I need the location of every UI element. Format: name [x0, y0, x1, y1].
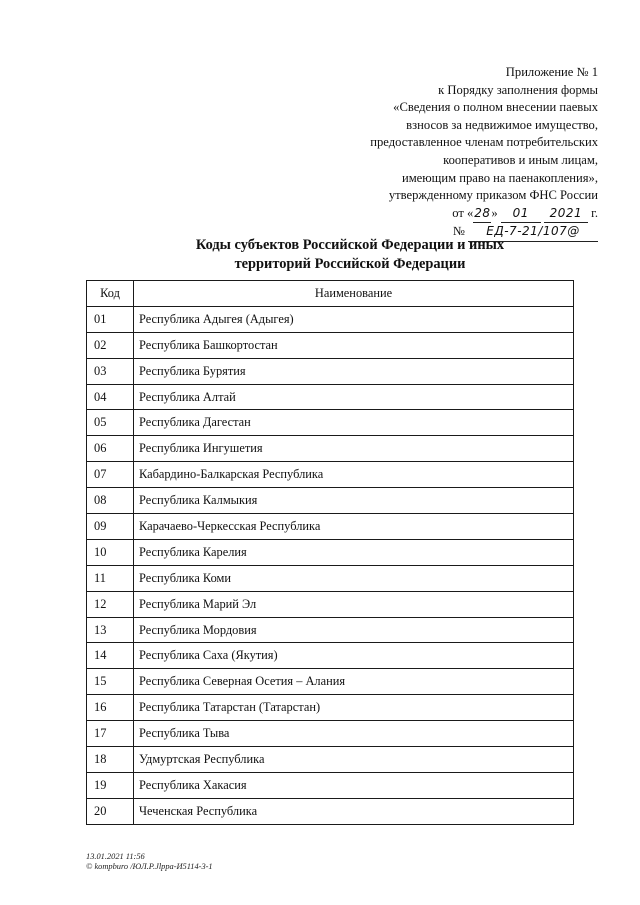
- table-row: [87, 747, 574, 773]
- header-name: Наименование: [134, 281, 574, 307]
- table-row: [87, 695, 574, 721]
- table-row: [87, 488, 574, 514]
- stamp-source: © kompburo /ЮЛ.Р.Jlppa-И5114-3-1: [86, 862, 213, 871]
- order-date-suffix: г.: [591, 205, 598, 220]
- appendix-line: взносов за недвижимое имущество,: [406, 117, 598, 132]
- table-row: [87, 358, 574, 384]
- region-name: Удмуртская Республика: [134, 747, 574, 773]
- order-date-open-quote: «: [467, 205, 474, 220]
- region-name: Республика Марий Эл: [134, 591, 574, 617]
- appendix-line: «Сведения о полном внесении паевых: [393, 100, 598, 115]
- title-line: территорий Российской Федерации: [234, 256, 466, 272]
- header-code: Код: [87, 281, 134, 307]
- region-code: 13: [87, 617, 134, 643]
- region-name: Республика Татарстан (Татарстан): [134, 695, 574, 721]
- order-date-month: 01: [501, 205, 541, 224]
- table-row: [87, 410, 574, 436]
- region-codes-table: [86, 280, 574, 825]
- region-name: Республика Бурятия: [134, 358, 574, 384]
- table-row: [87, 669, 574, 695]
- appendix-line: имеющим право на паенакопления»,: [401, 170, 598, 185]
- region-code: 07: [87, 462, 134, 488]
- region-name: Республика Карелия: [134, 539, 574, 565]
- region-code: 03: [87, 358, 134, 384]
- table-row: [87, 772, 574, 798]
- region-code: 20: [87, 798, 134, 824]
- region-code: 06: [87, 436, 134, 462]
- table-row: [87, 514, 574, 540]
- title-line: Коды субъектов Российской Федерации и иных: [195, 237, 505, 253]
- region-name: Республика Башкортостан: [134, 332, 574, 358]
- table-row: [87, 591, 574, 617]
- appendix-line: к Порядку заполнения формы: [438, 82, 598, 97]
- table-row: [87, 306, 574, 332]
- region-name: Республика Саха (Якутия): [134, 643, 574, 669]
- region-name: Республика Коми: [134, 565, 574, 591]
- region-code: 01: [87, 306, 134, 332]
- table-row: [87, 565, 574, 591]
- region-name: Республика Калмыкия: [134, 488, 574, 514]
- region-name: Карачаево-Черкесская Республика: [134, 514, 574, 540]
- region-code: 04: [87, 384, 134, 410]
- appendix-header: [298, 64, 598, 242]
- region-name: Республика Ингушетия: [134, 436, 574, 462]
- print-stamp: [86, 852, 213, 872]
- order-number-value: ЕД-7-21/107@: [468, 223, 598, 242]
- appendix-line: кооперативов и иным лицам,: [443, 152, 598, 167]
- region-name: Чеченская Республика: [134, 798, 574, 824]
- table-row: [87, 539, 574, 565]
- region-code: 18: [87, 747, 134, 773]
- table-row: [87, 721, 574, 747]
- appendix-line: Приложение № 1: [505, 65, 598, 79]
- stamp-timestamp: 13.01.2021 11:56: [86, 852, 145, 861]
- region-code: 05: [87, 410, 134, 436]
- region-code: 10: [87, 539, 134, 565]
- region-code: 08: [87, 488, 134, 514]
- region-name: Кабардино-Балкарская Республика: [134, 462, 574, 488]
- region-code: 02: [87, 332, 134, 358]
- table-row: [87, 617, 574, 643]
- region-code: 19: [87, 772, 134, 798]
- appendix-line: предоставленное членам потребительских: [370, 135, 598, 150]
- document-title: [60, 236, 640, 274]
- region-code: 12: [87, 591, 134, 617]
- order-number-prefix: №: [452, 224, 465, 239]
- appendix-line: утвержденному приказом ФНС России: [388, 188, 598, 203]
- table-row: [87, 436, 574, 462]
- order-date-year: 2021: [544, 205, 588, 224]
- region-name: Республика Дагестан: [134, 410, 574, 436]
- region-name: Республика Мордовия: [134, 617, 574, 643]
- table-row: [87, 462, 574, 488]
- region-code: 11: [87, 565, 134, 591]
- region-name: Республика Адыгея (Адыгея): [134, 306, 574, 332]
- order-date-prefix: от: [452, 205, 464, 220]
- order-date: [298, 205, 598, 224]
- region-code: 17: [87, 721, 134, 747]
- table-row: [87, 643, 574, 669]
- region-name: Республика Тыва: [134, 721, 574, 747]
- region-code: 14: [87, 643, 134, 669]
- table-header-row: [87, 281, 574, 307]
- table-row: [87, 384, 574, 410]
- order-date-day: 28: [473, 205, 491, 224]
- region-name: Республика Хакасия: [134, 772, 574, 798]
- table-row: [87, 798, 574, 824]
- region-name: Республика Северная Осетия – Алания: [134, 669, 574, 695]
- order-date-close-quote: »: [491, 205, 498, 220]
- region-code: 09: [87, 514, 134, 540]
- table-row: [87, 332, 574, 358]
- region-code: 15: [87, 669, 134, 695]
- region-code: 16: [87, 695, 134, 721]
- region-name: Республика Алтай: [134, 384, 574, 410]
